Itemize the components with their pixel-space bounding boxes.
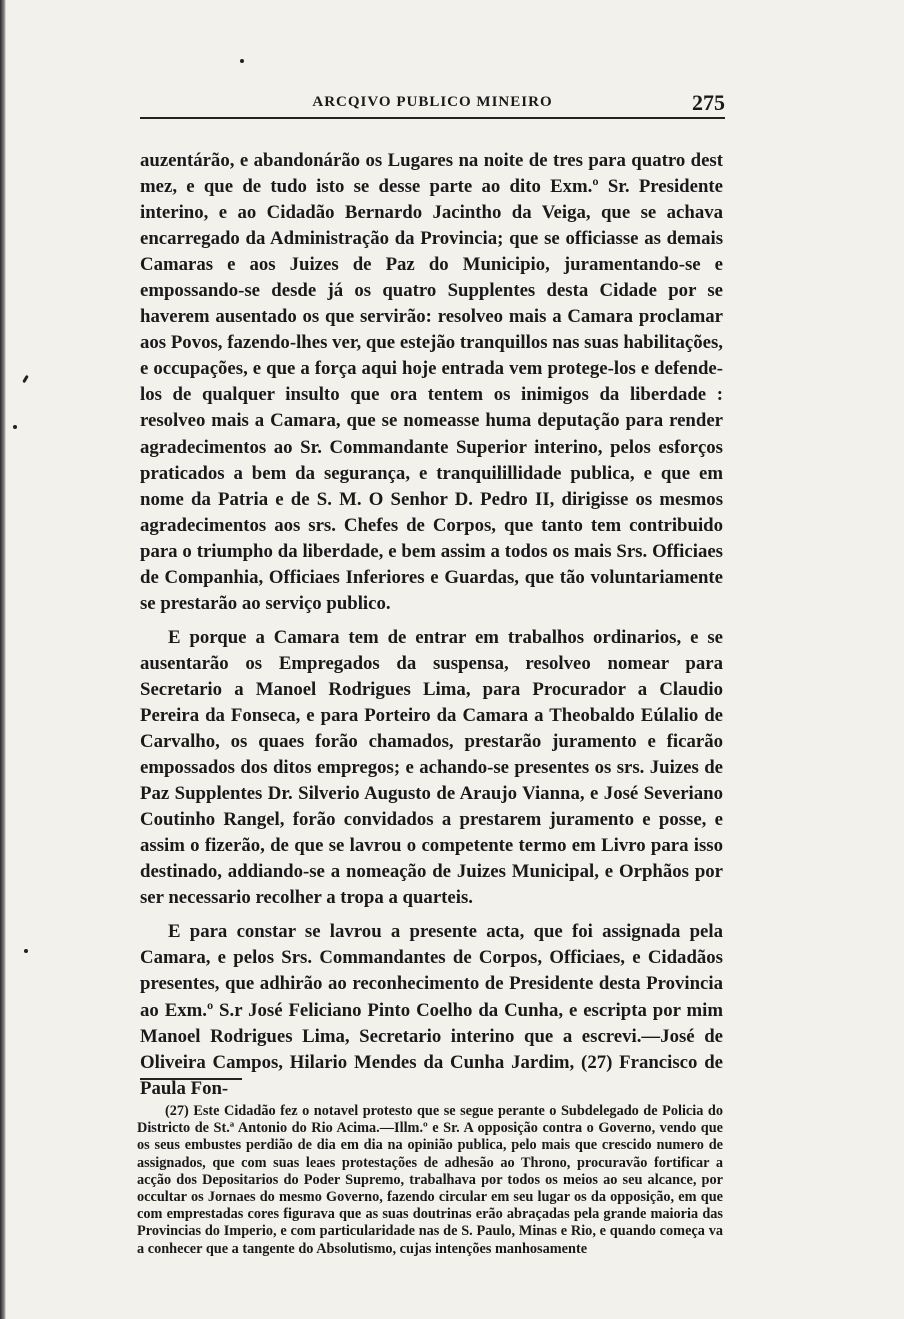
page-number: 275	[692, 90, 725, 115]
footnote	[137, 1103, 723, 1258]
running-header	[140, 90, 725, 120]
running-title: ARCQIVO PUBLICO MINEIRO	[312, 94, 553, 110]
ink-speck	[24, 949, 28, 953]
body-text	[140, 148, 723, 1110]
ink-speck	[240, 59, 244, 63]
paragraph: E porque a Camara tem de entrar em trabalhos ordinarios, e se ausentarão os Empregados da suspensa, resolveo nomear para Secretario a Manoel Rodrigues Lima, para Procurador a Claudio Pereira da Fonseca, e para Porteiro da Camara a Theobaldo Eúlalio de Carvalho, os quaes forão chamados, prestarão juramento e ficarão empossados dos ditos empregos; e achando-se presentes os srs. Juizes de Paz Supplentes Dr. Silverio Augusto de Araujo Vianna, e José Severiano Coutinho Rangel, forão convidados a prestarem juramento e posse, e assim o fizerão, de que se lavrou o competente termo em Livro para isso destinado, addiando-se a nomeação de Juizes Municipal, e Orphãos por ser necessario recolher a tropa a quarteis.	[140, 626, 723, 909]
paragraph: auzentárão, e abandonárão os Lugares na noite de tres para quatro dest mez, e que de tudo isto se desse parte ao dito Exm.º Sr. Presidente interino, e ao Cidadão Bernardo Jacintho da Veiga, que se achava encarregado da Administração da Provincia; que se officiasse as demais Camaras e aos Juizes de Paz do Municipio, juramentando-se e empossando-se desde já os quatro Supplentes desta Cidade por se haverem ausentado os que servirão: resolveo mais a Camara proclamar aos Povos, fazendo-lhes ver, que estejão tranquillos nas suas habilitações, e occupações, e que a força aqui hoje entrada vem protege-los e defende-los de qualquer insulto que ora tentem os inimigos da liberdade : resolveo mais a Camara, que se nomeasse huma deputação para render agradecimentos ao Sr. Commandante Superior interino, pelos esforços praticados a bem da segurança, e tranquilillidade publica, e que em nome da Patria e de S. M. O Senhor D. Pedro II, dirigisse os mesmos agradecimentos aos srs. Chefes de Corpos, que tanto tem contribuido para o triumpho da liberdade, e bem assim a todos os mais Srs. Officiaes de Companhia, Officiaes Inferiores e Guardas, que tão voluntariamente se prestarão ao serviço publico.	[140, 150, 723, 614]
ink-mark	[22, 375, 29, 383]
paragraph: E para constar se lavrou a presente acta, que foi assignada pela Camara, e pelos Srs. Commandantes de Corpos, Officiaes, e Cidadãos presentes, que adhirão ao reconhecimento de Presidente desta Provincia ao Exm.º S.r José Feliciano Pinto Coelho da Cunha, e escripta por mim Manoel Rodrigues Lima, Secretario interino que a escrevi.—José de Oliveira Campos, Hilario Mendes da Cunha Jardim, (27) Francisco de Paula Fon-	[140, 921, 723, 1099]
page-binding-edge	[0, 0, 6, 1319]
footnote-text: (27) Este Cidadão fez o notavel protesto que se segue perante o Subdelegado de Policia do Districto de St.ª Antonio do Rio Acima.—Illm.º e Sr. A opposição contra o Governo, vendo que os seus embustes perdião de dia em dia na opinião publica, pelo mais que crescido numero de assignados, que com suas leaes protestações de adhesão ao Throno, procuravão fortificar a acção dos Depositarios do Poder Supremo, trabalhava por todos os meios ao seu alcance, por occultar os Jornaes do mesmo Governo, fazendo circular em seu lugar os da opposição, em que com emprestadas cores figurava que as suas doutrinas erão abraçadas pela grande maioria das Provincias do Imperio, e com particularidade nas de S. Paulo, Minas e Rio, e quando começa va a conhecer que a tangente do Absolutismo, cujas intenções manhosamente	[137, 1103, 723, 1257]
ink-speck	[13, 425, 17, 429]
footnote-rule	[140, 1078, 242, 1080]
header-rule	[140, 117, 725, 119]
